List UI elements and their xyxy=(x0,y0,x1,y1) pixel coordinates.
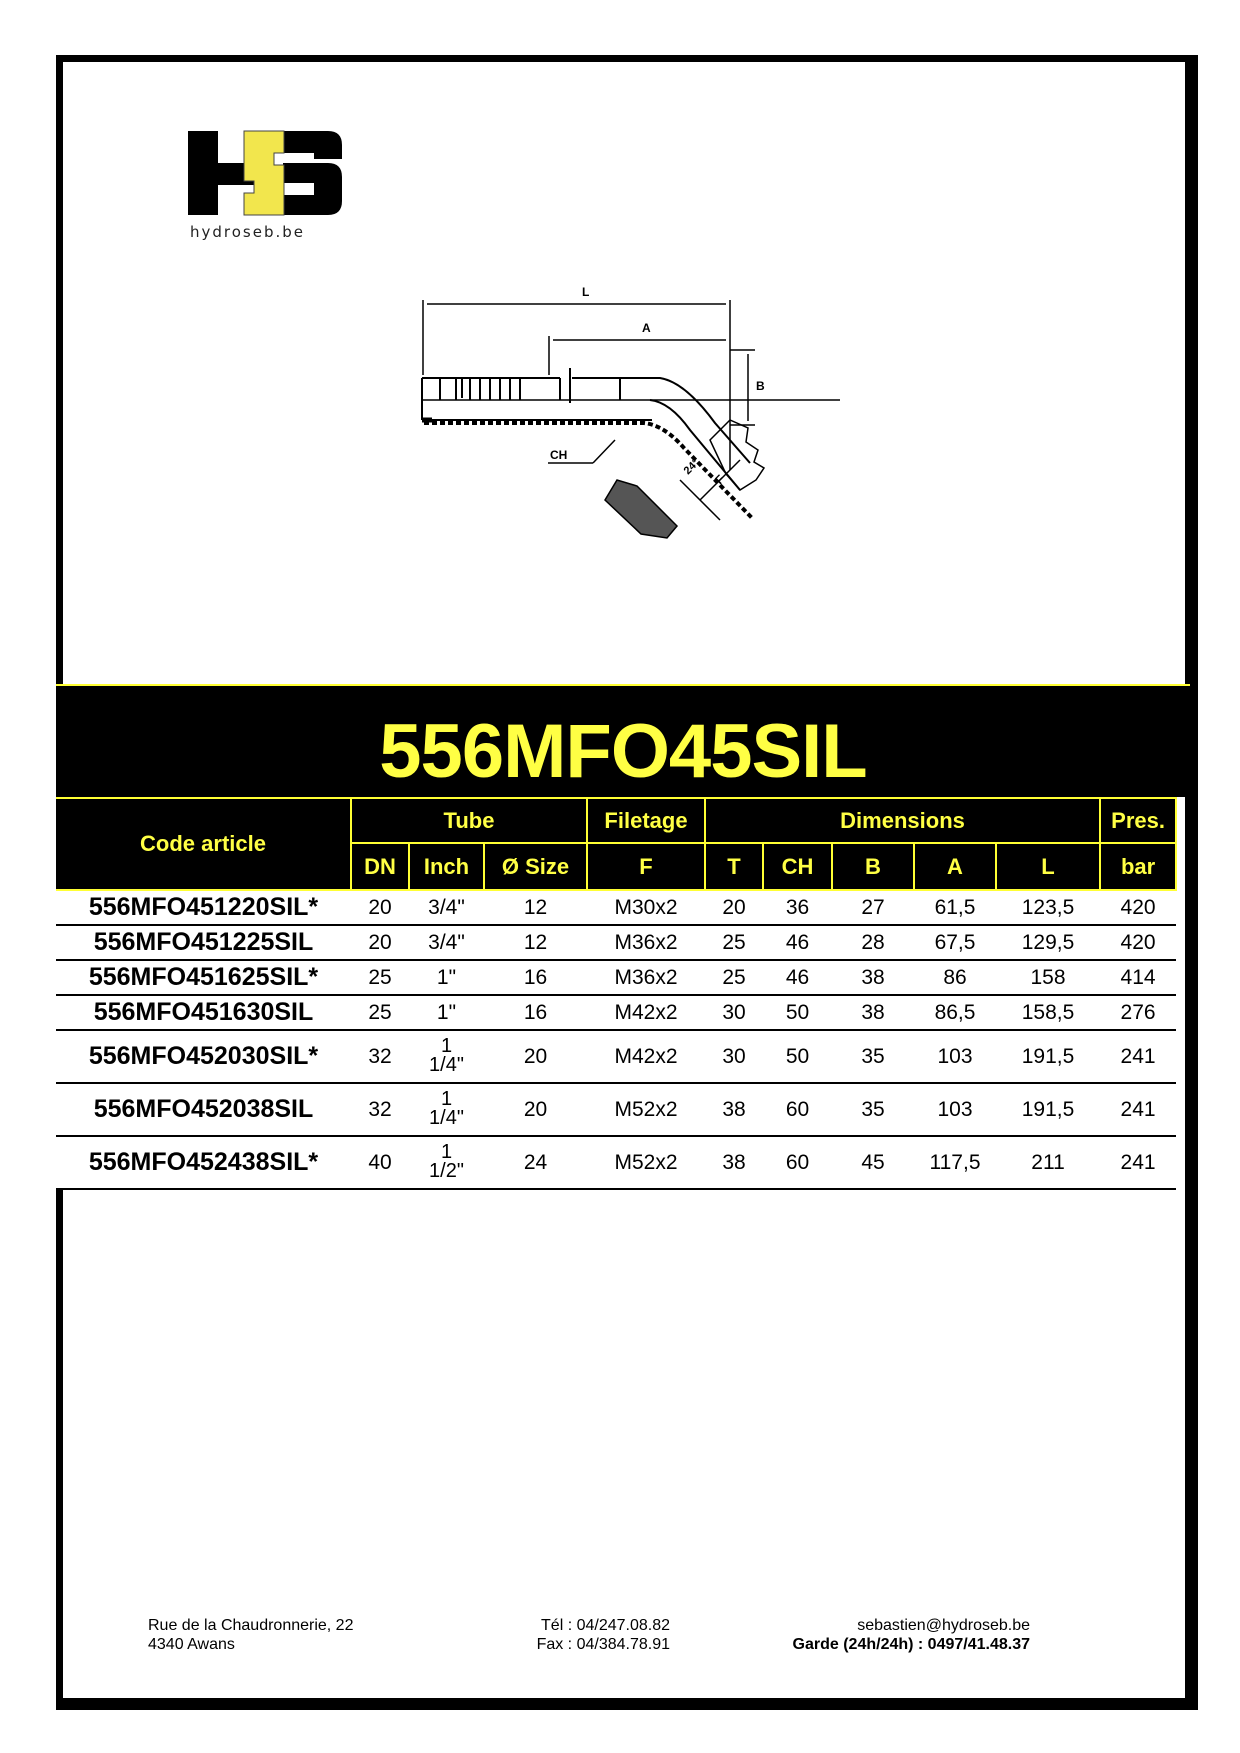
svg-text:L: L xyxy=(582,285,590,299)
header-bar: bar xyxy=(1100,843,1176,890)
cell-size: 16 xyxy=(484,995,587,1030)
cell-t: 30 xyxy=(705,1030,763,1083)
svg-text:24°: 24° xyxy=(681,456,702,478)
product-title: 556MFO45SIL xyxy=(379,709,867,794)
cell-size: 20 xyxy=(484,1083,587,1136)
cell-inch: 1" xyxy=(409,995,484,1030)
header-f: F xyxy=(587,843,705,890)
cell-ch: 50 xyxy=(763,995,832,1030)
cell-t: 20 xyxy=(705,890,763,925)
cell-l: 158,5 xyxy=(996,995,1100,1030)
cell-ch: 50 xyxy=(763,1030,832,1083)
cell-ch: 60 xyxy=(763,1083,832,1136)
cell-bar: 241 xyxy=(1100,1136,1176,1189)
contact-emergency-line: Garde (24h/24h) : 0497/41.48.37 xyxy=(792,1636,1030,1653)
header-l: L xyxy=(996,843,1100,890)
contact-email[interactable]: sebastien@hydroseb.be xyxy=(857,1617,1030,1634)
cell-ch: 36 xyxy=(763,890,832,925)
cell-l: 211 xyxy=(996,1136,1100,1189)
hs-logo-icon xyxy=(188,127,363,257)
cell-inch: 1 1/4" xyxy=(409,1083,484,1136)
cell-a: 103 xyxy=(914,1030,996,1083)
cell-dn: 25 xyxy=(351,960,409,995)
cell-size: 16 xyxy=(484,960,587,995)
table-row xyxy=(56,960,1176,995)
header-dimensions: Dimensions xyxy=(705,798,1100,843)
header-t: T xyxy=(705,843,763,890)
table-row xyxy=(56,925,1176,960)
cell-a: 86 xyxy=(914,960,996,995)
cell-t: 38 xyxy=(705,1083,763,1136)
cell-b: 35 xyxy=(832,1083,914,1136)
cell-a: 67,5 xyxy=(914,925,996,960)
cell-a: 117,5 xyxy=(914,1136,996,1189)
header-inch: Inch xyxy=(409,843,484,890)
cell-dn: 25 xyxy=(351,995,409,1030)
cell-inch: 3/4" xyxy=(409,890,484,925)
table-row xyxy=(56,1083,1176,1136)
address-city: 4340 Awans xyxy=(148,1636,235,1653)
table-row xyxy=(56,995,1176,1030)
svg-text:A: A xyxy=(642,321,651,335)
svg-text:B: B xyxy=(756,379,765,393)
product-title-band xyxy=(56,684,1190,797)
cell-f: M36x2 xyxy=(587,960,705,995)
svg-text:CH: CH xyxy=(550,448,568,462)
address-street: Rue de la Chaudronnerie, 22 xyxy=(148,1617,354,1634)
cell-code: 556MFO451625SIL* xyxy=(56,960,351,995)
header-ch: CH xyxy=(763,843,832,890)
cell-dn: 32 xyxy=(351,1083,409,1136)
specification-table xyxy=(56,797,1177,1190)
footer-contact xyxy=(700,1616,1030,1654)
cell-a: 103 xyxy=(914,1083,996,1136)
header-code-article: Code article xyxy=(56,798,351,890)
cell-size: 20 xyxy=(484,1030,587,1083)
header-size: Ø Size xyxy=(484,843,587,890)
header-a: A xyxy=(914,843,996,890)
cell-f: M30x2 xyxy=(587,890,705,925)
cell-bar: 241 xyxy=(1100,1083,1176,1136)
cell-a: 86,5 xyxy=(914,995,996,1030)
cell-dn: 20 xyxy=(351,925,409,960)
cell-t: 30 xyxy=(705,995,763,1030)
cell-b: 35 xyxy=(832,1030,914,1083)
header-dn: DN xyxy=(351,843,409,890)
footer-phones xyxy=(520,1616,670,1654)
cell-t: 25 xyxy=(705,960,763,995)
header-tube: Tube xyxy=(351,798,587,843)
cell-b: 28 xyxy=(832,925,914,960)
table-group-header-row xyxy=(56,798,1176,843)
cell-l: 158 xyxy=(996,960,1100,995)
cell-size: 12 xyxy=(484,925,587,960)
cell-l: 191,5 xyxy=(996,1083,1100,1136)
cell-code: 556MFO452038SIL xyxy=(56,1083,351,1136)
cell-code: 556MFO451225SIL xyxy=(56,925,351,960)
cell-bar: 241 xyxy=(1100,1030,1176,1083)
header-filetage: Filetage xyxy=(587,798,705,843)
cell-bar: 414 xyxy=(1100,960,1176,995)
cell-b: 38 xyxy=(832,995,914,1030)
cell-a: 61,5 xyxy=(914,890,996,925)
hydroseb-logo xyxy=(188,127,363,257)
cell-inch: 3/4" xyxy=(409,925,484,960)
cell-l: 129,5 xyxy=(996,925,1100,960)
cell-size: 24 xyxy=(484,1136,587,1189)
cell-l: 123,5 xyxy=(996,890,1100,925)
cell-b: 27 xyxy=(832,890,914,925)
cell-l: 191,5 xyxy=(996,1030,1100,1083)
cell-bar: 276 xyxy=(1100,995,1176,1030)
cell-b: 45 xyxy=(832,1136,914,1189)
phone-fax: Fax : 04/384.78.91 xyxy=(536,1636,670,1653)
cell-f: M42x2 xyxy=(587,1030,705,1083)
table-row xyxy=(56,1030,1176,1083)
header-pressure: Pres. xyxy=(1100,798,1176,843)
cell-f: M42x2 xyxy=(587,995,705,1030)
cell-inch: 1 1/4" xyxy=(409,1030,484,1083)
svg-text:F: F xyxy=(712,472,728,488)
svg-text:hydroseb.be: hydroseb.be xyxy=(190,223,306,241)
table-row xyxy=(56,1136,1176,1189)
cell-ch: 46 xyxy=(763,925,832,960)
cell-dn: 32 xyxy=(351,1030,409,1083)
cell-code: 556MFO452438SIL* xyxy=(56,1136,351,1189)
cell-inch: 1" xyxy=(409,960,484,995)
cell-t: 25 xyxy=(705,925,763,960)
table-row xyxy=(56,890,1176,925)
footer-address xyxy=(148,1616,353,1654)
cell-f: M36x2 xyxy=(587,925,705,960)
cell-dn: 20 xyxy=(351,890,409,925)
cell-f: M52x2 xyxy=(587,1136,705,1189)
cell-code: 556MFO452030SIL* xyxy=(56,1030,351,1083)
cell-inch: 1 1/2" xyxy=(409,1136,484,1189)
cell-t: 38 xyxy=(705,1136,763,1189)
phone-tel: Tél : 04/247.08.82 xyxy=(541,1617,670,1634)
cell-code: 556MFO451630SIL xyxy=(56,995,351,1030)
cell-bar: 420 xyxy=(1100,925,1176,960)
cell-bar: 420 xyxy=(1100,890,1176,925)
cell-ch: 46 xyxy=(763,960,832,995)
cell-b: 38 xyxy=(832,960,914,995)
fitting-technical-drawing xyxy=(410,280,840,560)
cell-f: M52x2 xyxy=(587,1083,705,1136)
cell-code: 556MFO451220SIL* xyxy=(56,890,351,925)
header-b: B xyxy=(832,843,914,890)
cell-ch: 60 xyxy=(763,1136,832,1189)
cell-size: 12 xyxy=(484,890,587,925)
cell-dn: 40 xyxy=(351,1136,409,1189)
